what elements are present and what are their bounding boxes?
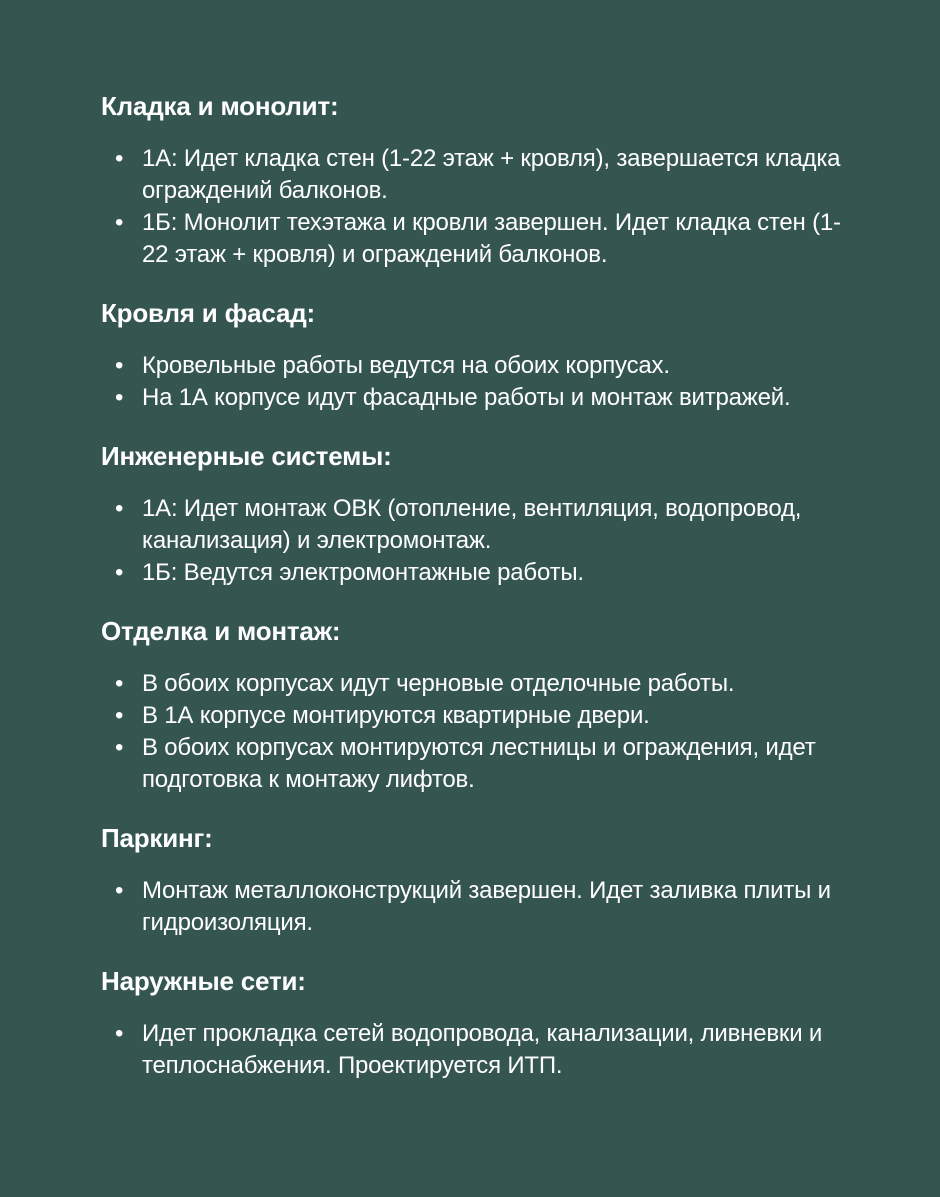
list-item: [101, 143, 860, 207]
list-item: [101, 1018, 860, 1082]
section-external-networks: [101, 963, 860, 1082]
bullet-icon: •: [115, 559, 124, 586]
section-title: Инженерные системы:: [101, 441, 392, 471]
bullet-icon: •: [115, 877, 124, 904]
bullet-icon: •: [115, 670, 124, 697]
section-masonry-monolith: [101, 88, 860, 271]
section-title: Кладка и монолит:: [101, 91, 339, 121]
list-item-text: 1Б: Ведутся электромонтажные работы.: [142, 559, 584, 586]
bullet-list: [101, 1018, 860, 1082]
section-title: Наружные сети:: [101, 966, 306, 996]
list-item-text: В обоих корпусах монтируются лестницы и ограждения, идет подготовка к монтажу лифтов.: [142, 734, 816, 793]
list-item-text: Монтаж металлоконструкций завершен. Идет заливка плиты и гидроизоляция.: [142, 877, 831, 936]
list-item: [101, 493, 860, 557]
bullet-list: [101, 143, 860, 271]
bullet-icon: •: [115, 209, 124, 236]
list-item: [101, 732, 860, 796]
section-title: Отделка и монтаж:: [101, 616, 341, 646]
bullet-icon: •: [115, 495, 124, 522]
list-item: [101, 382, 860, 414]
bullet-list: [101, 350, 860, 414]
section-title: Кровля и фасад:: [101, 298, 316, 328]
bullet-icon: •: [115, 1020, 124, 1047]
bullet-list: [101, 875, 860, 939]
section-engineering-systems: [101, 438, 860, 589]
bullet-list: [101, 668, 860, 796]
list-item: [101, 557, 860, 589]
bullet-icon: •: [115, 384, 124, 411]
section-parking: [101, 820, 860, 939]
list-item-text: В 1А корпусе монтируются квартирные двери.: [142, 702, 650, 729]
section-finishing-installation: [101, 613, 860, 796]
list-item-text: На 1А корпусе идут фасадные работы и монтаж витражей.: [142, 384, 791, 411]
list-item-text: Кровельные работы ведутся на обоих корпусах.: [142, 352, 670, 379]
list-item: [101, 700, 860, 732]
bullet-icon: •: [115, 145, 124, 172]
list-item: [101, 350, 860, 382]
list-item: [101, 207, 860, 271]
bullet-icon: •: [115, 734, 124, 761]
bullet-icon: •: [115, 702, 124, 729]
list-item-text: 1А: Идет монтаж ОВК (отопление, вентиляция, водопровод, канализация) и электромонтаж.: [142, 495, 802, 554]
list-item: [101, 668, 860, 700]
list-item-text: В обоих корпусах идут черновые отделочные работы.: [142, 670, 735, 697]
bullet-list: [101, 493, 860, 589]
list-item-text: 1А: Идет кладка стен (1-22 этаж + кровля), завершается кладка ограждений балконов.: [142, 145, 841, 204]
section-roof-facade: [101, 295, 860, 414]
section-title: Паркинг:: [101, 823, 213, 853]
list-item-text: Идет прокладка сетей водопровода, канализации, ливневки и теплоснабжения. Проектируется ИТП.: [142, 1020, 823, 1079]
list-item-text: 1Б: Монолит техэтажа и кровли завершен. Идет кладка стен (1-22 этаж + кровля) и ограждений балконов.: [142, 209, 841, 268]
list-item: [101, 875, 860, 939]
bullet-icon: •: [115, 352, 124, 379]
